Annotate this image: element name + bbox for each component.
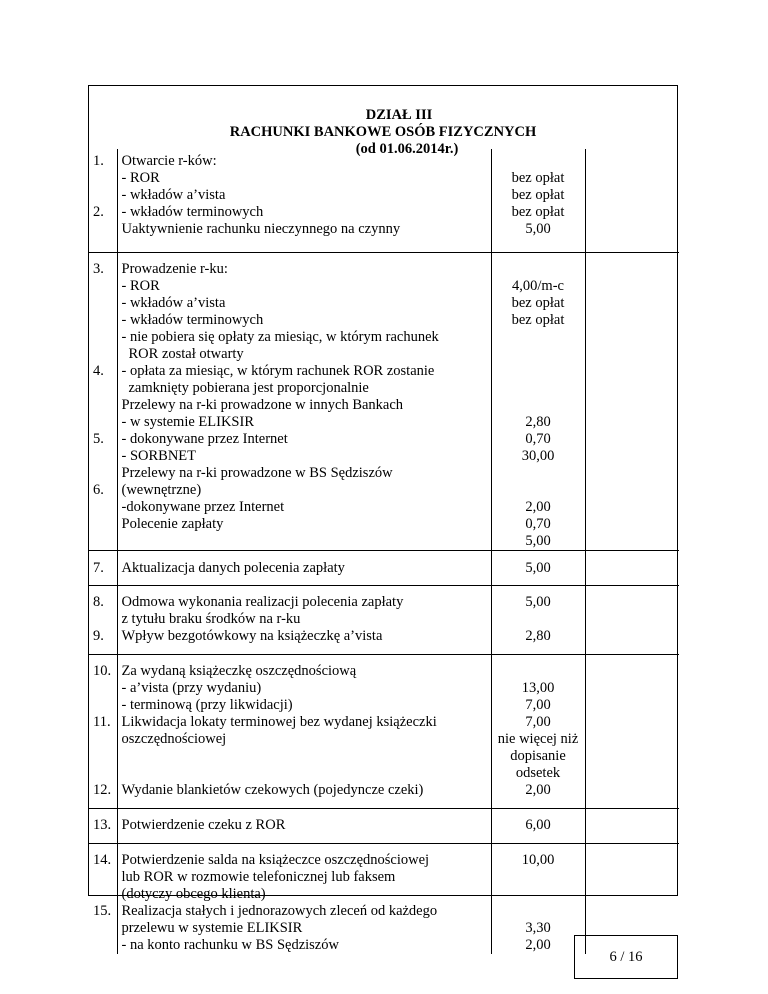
description-line: Uaktywnienie rachunku nieczynnego na czynny — [121, 221, 401, 237]
fee-table — [89, 149, 679, 954]
fee-table-frame — [88, 85, 678, 953]
fee-value — [492, 869, 585, 886]
fee-value: 5,00 — [525, 593, 551, 610]
item-number-cell — [89, 654, 117, 808]
description-line: Przelewy na r-ki prowadzone w BS Sędziszów — [121, 464, 393, 481]
description-line: Likwidacja lokaty terminowej bez wydanej książeczki — [121, 713, 437, 730]
table-row — [89, 149, 679, 252]
description-line: z tytułu braku środków na r-ku — [121, 610, 301, 627]
description-line — [122, 748, 491, 765]
fee-value: 4,00/m-c — [512, 277, 564, 294]
fee-value: 5,00 — [525, 532, 551, 549]
fee-value: 5,00 — [525, 559, 551, 576]
item-number: 9. — [93, 627, 104, 644]
description-line: Za wydaną książeczkę oszczędnościową — [121, 662, 357, 679]
item-number-cell — [89, 585, 117, 654]
description-line: - a’vista (przy wydaniu) — [121, 679, 262, 696]
fee-value: 5,00 — [525, 221, 551, 237]
fee-value — [492, 663, 585, 680]
item-number: 12. — [93, 781, 112, 798]
fee-value: odsetek — [515, 764, 561, 781]
fee-value: 2,80 — [525, 627, 551, 644]
description-line: - na konto rachunku w BS Sędziszów — [121, 936, 339, 953]
fee-value: bez opłat — [511, 187, 565, 203]
fee-value — [492, 153, 585, 170]
fee-value: 30,00 — [521, 447, 555, 464]
service-description-cell — [117, 808, 491, 843]
description-line: Odmowa wykonania realizacji polecenia zapłaty — [121, 593, 404, 610]
fee-value — [492, 380, 585, 397]
item-number-cell — [89, 550, 117, 585]
fee-value — [492, 346, 585, 363]
page-number-box — [574, 935, 678, 979]
description-line: - opłata za miesiąc, w którym rachunek ROR zostanie — [121, 362, 435, 379]
item-number: 13. — [93, 816, 112, 833]
fee-value: 2,00 — [525, 936, 551, 953]
fee-cell — [491, 585, 585, 654]
fee-value — [492, 329, 585, 346]
description-line: - nie pobiera się opłaty za miesiąc, w którym rachunek — [121, 328, 439, 345]
item-number-cell — [89, 843, 117, 954]
fee-value: 7,00 — [525, 713, 551, 730]
description-line: Otwarcie r-ków: — [121, 153, 217, 169]
description-line: (dotyczy obcego klienta) — [121, 885, 266, 902]
description-line: zamknięty pobierana jest proporcjonalnie — [128, 379, 369, 396]
description-line: Potwierdzenie salda na książeczce oszczędnościowej — [121, 851, 430, 868]
description-line: Potwierdzenie czeku z ROR — [121, 816, 286, 833]
description-line: -dokonywane przez Internet — [121, 498, 285, 515]
description-line: lub ROR w rozmowie telefonicznej lub faksem — [121, 868, 396, 885]
fee-value — [492, 261, 585, 278]
description-line: - SORBNET — [121, 447, 197, 464]
fee-cell — [491, 843, 585, 954]
item-number: 2. — [93, 204, 104, 220]
fee-value: 2,00 — [525, 498, 551, 515]
fee-value: bez opłat — [511, 294, 565, 311]
item-number: 4. — [93, 362, 104, 379]
description-line: oszczędnościowej — [121, 730, 227, 747]
description-line: - wkładów terminowych — [121, 204, 264, 220]
description-line: Wydanie blankietów czekowych (pojedyncze czeki) — [121, 781, 424, 798]
fee-value: bez opłat — [511, 204, 565, 220]
description-line: przelewu w systemie ELIKSIR — [121, 919, 303, 936]
fee-value: 10,00 — [521, 851, 555, 868]
fee-value: bez opłat — [511, 311, 565, 328]
description-line: Aktualizacja danych polecenia zapłaty — [121, 559, 345, 576]
table-row — [89, 252, 679, 550]
fee-value: bez opłat — [511, 170, 565, 186]
description-line: - w systemie ELIKSIR — [121, 413, 254, 430]
fee-value: nie więcej niż — [497, 730, 579, 747]
effective-date: (od 01.06.2014r.) — [355, 141, 459, 157]
fee-value: dopisanie — [510, 747, 566, 764]
item-number: 3. — [93, 260, 104, 277]
fee-value — [492, 886, 585, 903]
description-line: Realizacja stałych i jednorazowych zleceń od każdego — [121, 902, 438, 919]
table-row — [89, 808, 679, 843]
fee-value — [492, 363, 585, 380]
service-description-cell — [117, 585, 491, 654]
table-row — [89, 550, 679, 585]
fee-value: 6,00 — [525, 816, 551, 833]
item-number-cell — [89, 252, 117, 550]
service-description-cell — [117, 252, 491, 550]
item-number: 7. — [93, 559, 104, 576]
item-number-cell — [89, 149, 117, 252]
item-number: 1. — [93, 153, 104, 169]
extra-empty-cell — [585, 252, 679, 550]
fee-value: 0,70 — [525, 515, 551, 532]
description-line: - wkładów a’vista — [121, 187, 226, 203]
table-row — [89, 654, 679, 808]
description-line: Polecenie zapłaty — [121, 515, 224, 532]
description-line: Przelewy na r-ki prowadzone w innych Bankach — [121, 396, 404, 413]
service-description-cell — [117, 843, 491, 954]
description-line: - ROR — [121, 277, 160, 294]
fee-value: 2,00 — [525, 781, 551, 798]
description-line: - wkładów terminowych — [121, 311, 264, 328]
fee-cell — [491, 252, 585, 550]
description-line: - wkładów a’vista — [121, 294, 226, 311]
fee-cell — [491, 149, 585, 252]
fee-value — [492, 903, 585, 920]
item-number: 5. — [93, 430, 104, 447]
item-number: 11. — [93, 713, 111, 730]
fee-cell — [491, 654, 585, 808]
fee-value: 0,70 — [525, 430, 551, 447]
description-line: - ROR — [121, 170, 160, 186]
fee-cell — [491, 808, 585, 843]
fee-value: 3,30 — [525, 919, 551, 936]
fee-value — [492, 397, 585, 414]
service-description-cell — [117, 550, 491, 585]
description-line — [122, 765, 491, 782]
description-line: - dokonywane przez Internet — [121, 430, 288, 447]
item-number: 8. — [93, 593, 104, 610]
table-row — [89, 585, 679, 654]
item-number: 10. — [93, 662, 112, 679]
section-header — [89, 86, 677, 157]
description-line: Prowadzenie r-ku: — [121, 260, 228, 277]
extra-empty-cell — [585, 149, 679, 252]
fee-value: 7,00 — [525, 696, 551, 713]
description-line: Wpływ bezgotówkowy na książeczkę a’vista — [121, 627, 383, 644]
section-title: DZIAŁ III — [365, 107, 433, 123]
extra-empty-cell — [585, 550, 679, 585]
fee-value — [492, 611, 585, 628]
item-number-cell — [89, 808, 117, 843]
item-number: 15. — [93, 902, 112, 919]
section-subtitle: RACHUNKI BANKOWE OSÓB FIZYCZNYCH — [229, 124, 537, 140]
extra-empty-cell — [585, 654, 679, 808]
description-line: ROR został otwarty — [128, 345, 244, 362]
fee-value — [492, 465, 585, 482]
service-description-cell — [117, 654, 491, 808]
fee-value: 2,80 — [525, 413, 551, 430]
extra-empty-cell — [585, 808, 679, 843]
item-number: 6. — [93, 481, 104, 498]
extra-empty-cell — [585, 585, 679, 654]
fee-value: 13,00 — [521, 679, 555, 696]
description-line: (wewnętrzne) — [121, 481, 202, 498]
page-number: 6 / 16 — [609, 949, 643, 965]
fee-value — [492, 482, 585, 499]
description-line: - terminową (przy likwidacji) — [121, 696, 293, 713]
item-number: 14. — [93, 851, 112, 868]
fee-cell — [491, 550, 585, 585]
service-description-cell — [117, 149, 491, 252]
